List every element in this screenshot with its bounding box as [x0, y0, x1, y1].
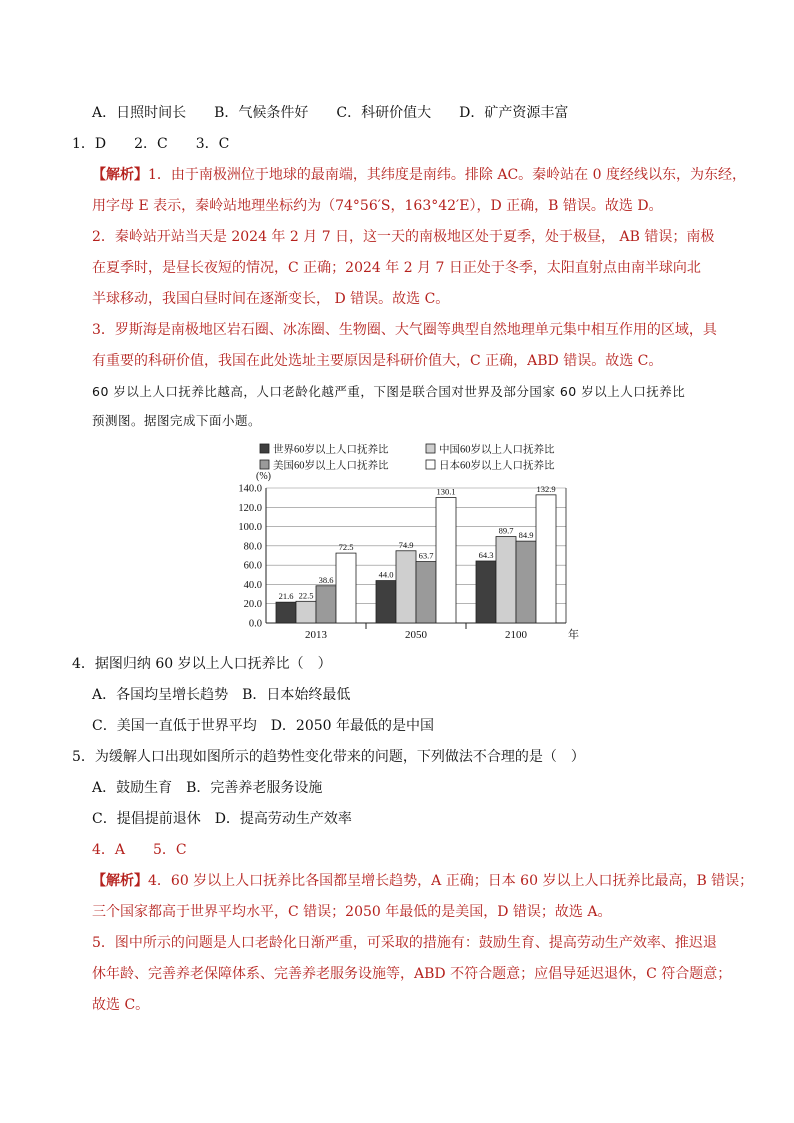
y-tick-label: 100.0	[238, 522, 262, 534]
answers-4-5: 4．A 5．C	[92, 842, 187, 858]
x-category-label: 2050	[405, 629, 427, 641]
bar-value-label: 72.5	[338, 542, 354, 553]
analysis-1-line-2: 用字母 E 表示，秦岭站地理坐标约为（74°56′S，163°42′E），D 正确，B 错误。故选 D。	[92, 198, 663, 214]
legend-label: 中国60岁以上人口抚养比	[439, 444, 555, 456]
answers-1-3: 1．D 2．C 3．C	[72, 136, 230, 152]
bar-value-label: 84.9	[518, 530, 534, 541]
bar-2013-1	[296, 601, 316, 623]
x-category-label: 2013	[305, 629, 327, 641]
bar-2013-2	[316, 586, 336, 623]
analysis-4-text: 4．60 岁以上人口抚养比各国都呈增长趋势，A 正确；日本 60 岁以上人口抚养比最高，B 错误；	[148, 873, 754, 889]
y-tick-label: 140.0	[238, 483, 262, 495]
question-4-options-ab: A．各国均呈增长趋势 B．日本始终最低	[92, 687, 351, 703]
analysis-2-line-1: 2．秦岭站开站当天是 2024 年 2 月 7 日，这一天的南极地区处于夏季，处于极昼， AB 错误；南极	[92, 229, 715, 245]
analysis-4-line-1	[92, 871, 753, 891]
y-tick-label: 40.0	[243, 579, 262, 591]
bar-value-label: 132.9	[536, 483, 556, 494]
chart-bars	[276, 484, 556, 623]
bar-value-label: 22.5	[298, 590, 314, 601]
bar-2100-0	[476, 561, 496, 623]
bar-value-label: 64.3	[478, 549, 494, 560]
legend-swatch	[260, 460, 269, 469]
bar-2050-0	[376, 581, 396, 623]
analysis-5-line-2: 休年龄、完善养老保障体系、完善养老服务设施等，ABD 不符合题意；应倡导延迟退休，C 符合题意；	[92, 966, 732, 982]
bar-value-label: 89.7	[498, 525, 514, 536]
y-tick-label: 60.0	[243, 560, 262, 572]
bar-2050-2	[416, 562, 436, 623]
legend-label: 日本60岁以上人口抚养比	[439, 460, 555, 472]
analysis-label: 【解析】	[92, 167, 148, 183]
analysis-1-line-1	[92, 165, 746, 185]
analysis-4-line-2: 三个国家都高于世界平均水平，C 错误；2050 年最低的是美国，D 错误；故选 A。	[92, 904, 612, 920]
bar-value-label: 63.7	[418, 550, 434, 561]
y-axis-unit: (%)	[256, 471, 271, 482]
analysis-5-line-1: 5．图中所示的问题是人口老龄化日渐严重，可采取的措施有：鼓励生育、提高劳动生产效率、推迟退	[92, 935, 717, 951]
y-tick-label: 20.0	[243, 599, 262, 611]
intro-line-1: 60 岁以上人口抚养比越高，人口老龄化越严重，下图是联合国对世界及部分国家 60 岁以上人口抚养比	[92, 384, 686, 399]
legend-swatch	[260, 444, 269, 453]
bar-value-label: 74.9	[398, 539, 414, 550]
bar-2013-3	[336, 553, 356, 623]
y-tick-label: 0.0	[248, 618, 262, 630]
analysis-2-line-2: 在夏季时，是昼长夜短的情况，C 正确；2024 年 2 月 7 日正处于冬季，太阳直射点由南半球向北	[92, 260, 701, 276]
bar-2050-1	[396, 551, 416, 623]
bar-value-label: 38.6	[318, 574, 334, 585]
bar-2050-3	[436, 498, 456, 623]
bar-2100-3	[536, 495, 556, 623]
analysis-3-line-2: 有重要的科研价值，我国在此处选址主要原因是科研价值大，C 正确，ABD 错误。故选 C。	[92, 353, 663, 369]
bar-value-label: 130.1	[436, 486, 456, 497]
dependency-ratio-chart	[226, 442, 586, 642]
analysis-2-line-3: 半球移动，我国白昼时间在逐渐变长， D 错误。故选 C。	[92, 291, 450, 307]
x-axis-unit: 年	[568, 629, 579, 641]
bar-2100-1	[496, 537, 516, 623]
question-5: 5．为缓解人口出现如图所示的趋势性变化带来的问题，下列做法不合理的是（ ）	[72, 749, 585, 765]
bar-2013-0	[276, 602, 296, 623]
q3-options: A．日照时间长 B．气候条件好 C．科研价值大 D．矿产资源丰富	[92, 105, 569, 121]
analysis-label-2: 【解析】	[92, 873, 148, 889]
bar-value-label: 21.6	[278, 591, 294, 602]
legend-swatch	[426, 460, 435, 469]
question-5-options-ab: A．鼓励生育 B．完善养老服务设施	[92, 780, 323, 796]
legend-label: 世界60岁以上人口抚养比	[273, 444, 389, 456]
y-tick-label: 120.0	[238, 502, 262, 514]
legend-label: 美国60岁以上人口抚养比	[273, 460, 389, 472]
y-tick-label: 80.0	[243, 541, 262, 553]
question-4-options-cd: C．美国一直低于世界平均 D．2050 年最低的是中国	[92, 718, 435, 734]
question-5-options-cd: C．提倡提前退休 D．提高劳动生产效率	[92, 811, 352, 827]
analysis-5-line-3: 故选 C。	[92, 997, 150, 1013]
bar-2100-2	[516, 541, 536, 623]
analysis-3-line-1: 3．罗斯海是南极地区岩石圈、冰冻圈、生物圈、大气圈等典型自然地理单元集中相互作用的区域，具	[92, 322, 717, 338]
x-category-label: 2100	[505, 629, 527, 641]
intro-line-2: 预测图。据图完成下面小题。	[92, 413, 262, 428]
question-4: 4．据图归纳 60 岁以上人口抚养比（ ）	[72, 656, 332, 672]
bar-value-label: 44.0	[378, 569, 394, 580]
chart-legend	[260, 443, 555, 472]
legend-swatch	[426, 444, 435, 453]
analysis-1-text: 1．由于南极洲位于地球的最南端，其纬度是南纬。排除 AC。秦岭站在 0 度经线以东，为东经，	[148, 167, 746, 183]
